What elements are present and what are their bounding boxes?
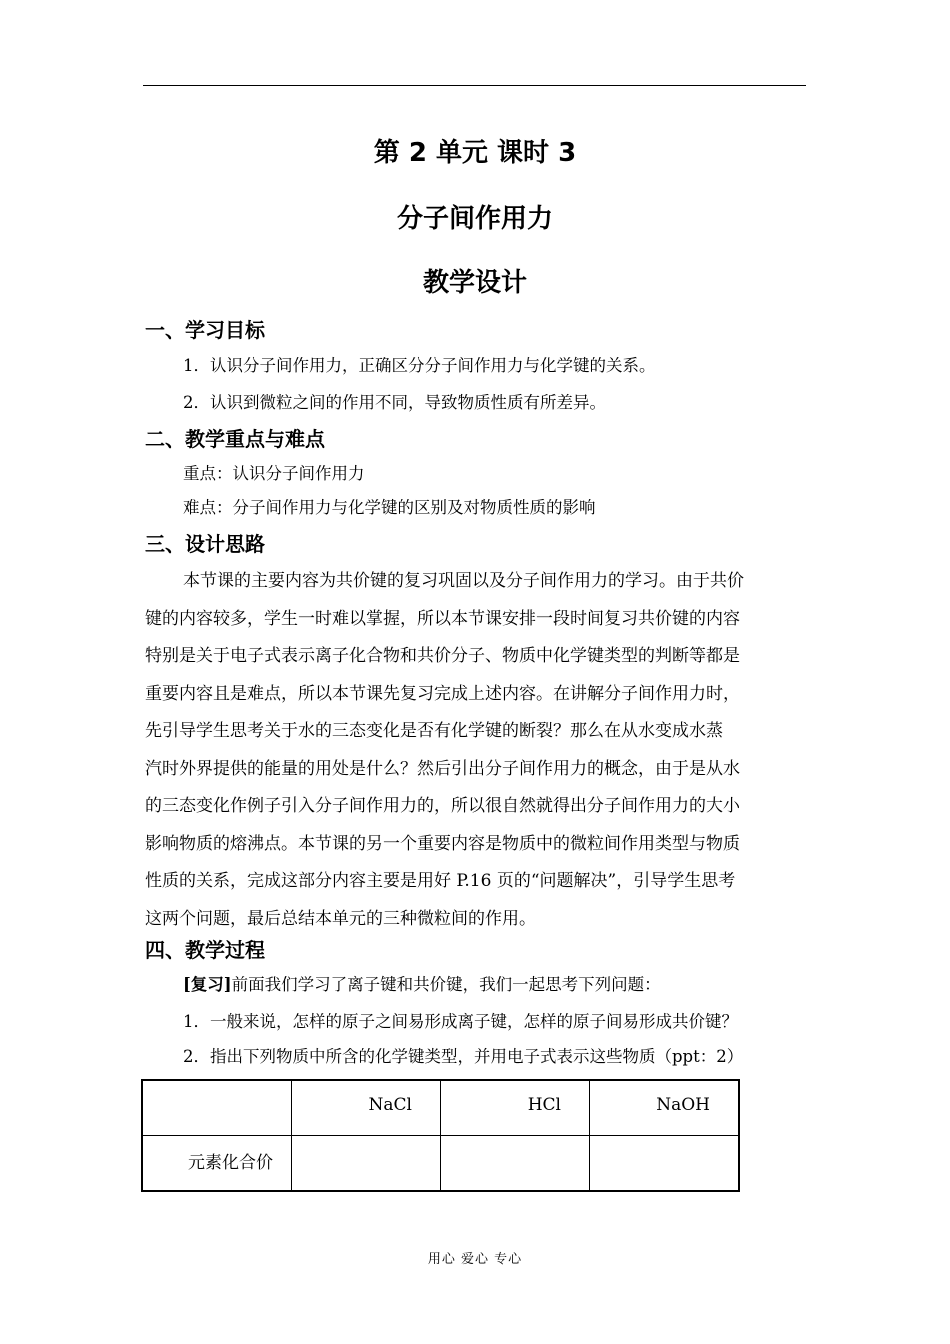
paragraph-line: 汽时外界提供的能量的用处是什么？然后引出分子间作用力的概念，由于是从水 xyxy=(145,758,740,779)
review-tag: [复习] xyxy=(183,975,232,994)
table-header-cell: HCl xyxy=(441,1080,590,1136)
paragraph-line: 先引导学生思考关于水的三态变化是否有化学键的断裂？那么在从水变成水蒸 xyxy=(145,721,723,741)
question-1: 1．一般来说，怎样的原子之间易形成离子键，怎样的原子间易形成共价键？ xyxy=(183,1012,738,1031)
section4-heading: 四、教学过程 xyxy=(145,938,265,962)
design-title: 教学设计 xyxy=(422,268,527,298)
table-cell xyxy=(292,1136,441,1192)
review-line xyxy=(183,973,661,997)
paragraph-line: 性质的关系，完成这部分内容主要是用好 P.16 页的“问题解决”，引导学生思考 xyxy=(145,871,736,891)
table-cell xyxy=(590,1136,740,1192)
paragraph-line: 键的内容较多，学生一时难以掌握，所以本节课安排一段时间复习共价键的内容 xyxy=(145,608,740,629)
section3-heading: 三、设计思路 xyxy=(145,532,265,556)
key-point: 重点：认识分子间作用力 xyxy=(183,464,365,483)
design-paragraph xyxy=(145,563,809,938)
table-header-cell: NaOH xyxy=(590,1080,740,1136)
goal-item-2: 2．认识到微粒之间的作用不同，导致物质性质有所差异。 xyxy=(183,393,606,412)
table-header-cell xyxy=(142,1080,292,1136)
paragraph-line: 本节课的主要内容为共价键的复习巩固以及分子间作用力的学习。由于共价 xyxy=(183,571,744,591)
table-row xyxy=(142,1136,739,1192)
paragraph-line: 影响物质的熔沸点。本节课的另一个重要内容是物质中的微粒间作用类型与物质 xyxy=(145,833,740,854)
section2-heading: 二、教学重点与难点 xyxy=(145,427,325,451)
table-row-label: 元素化合价 xyxy=(142,1136,292,1192)
goal-item-1: 1．认识分子间作用力，正确区分分子间作用力与化学键的关系。 xyxy=(183,356,656,375)
page-footer: 用心 爱心 专心 xyxy=(427,1252,523,1267)
table-header-row xyxy=(142,1080,739,1136)
section1-heading: 一、学习目标 xyxy=(145,318,265,342)
bond-type-table xyxy=(141,1079,740,1192)
paragraph-line: 的三态变化作例子引入分子间作用力的，所以很自然就得出分子间作用力的大小 xyxy=(145,796,740,816)
paragraph-line: 这两个问题，最后总结本单元的三种微粒间的作用。 xyxy=(145,908,536,929)
topic-title: 分子间作用力 xyxy=(396,204,553,234)
question-2: 2．指出下列物质中所含的化学键类型，并用电子式表示这些物质（ppt：2） xyxy=(183,1047,744,1066)
header-rule xyxy=(143,85,806,86)
unit-title: 第 2 单元 课时 3 xyxy=(373,138,577,168)
paragraph-line: 特别是关于电子式表示离子化合物和共价分子、物质中化学键类型的判断等都是 xyxy=(145,646,740,666)
paragraph-line: 重要内容且是难点，所以本节课先复习完成上述内容。在讲解分子间作用力时， xyxy=(145,683,740,704)
table-header-cell: NaCl xyxy=(292,1080,441,1136)
table-cell xyxy=(441,1136,590,1192)
difficult-point: 难点：分子间作用力与化学键的区别及对物质性质的影响 xyxy=(183,498,596,517)
review-text: 前面我们学习了离子键和共价键，我们一起思考下列问题： xyxy=(231,975,661,994)
